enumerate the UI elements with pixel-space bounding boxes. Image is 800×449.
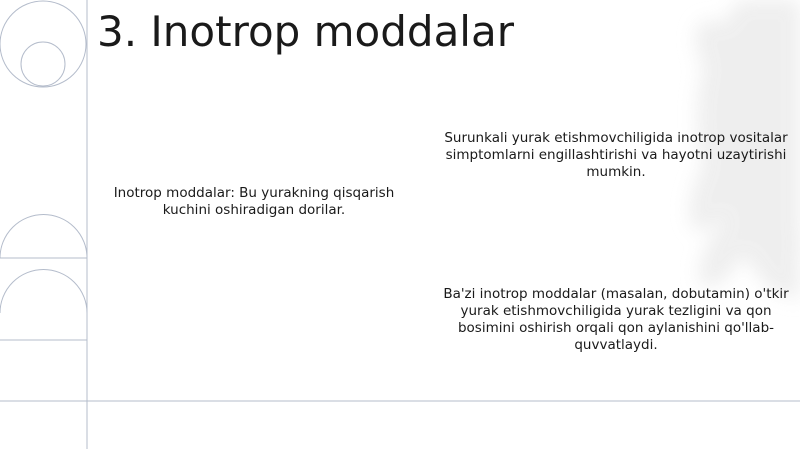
arch-outline-lower [0, 270, 87, 314]
acute-failure-text: Ba'zi inotrop moddalar (masalan, dobutamin) o'tkir yurak etishmovchiligida yurak tezligini va qon bosimini oshirish orqali qon aylanishini qo'llab-quvvatlaydi. [443, 286, 789, 353]
slide-title: 3. Inotrop moddalar [97, 7, 514, 56]
chronic-failure-text: Surunkali yurak etishmovchiligida inotrop vositalar simptomlarni engillashtirishi va hayotni uzaytirishi mumkin. [444, 130, 788, 180]
large-circle-outline [0, 1, 86, 87]
arch-outline-upper [0, 215, 87, 259]
definition-text: Inotrop moddalar: Bu yurakning qisqarish kuchini oshiradigan dorilar. [113, 185, 395, 218]
small-circle-outline [21, 42, 65, 86]
